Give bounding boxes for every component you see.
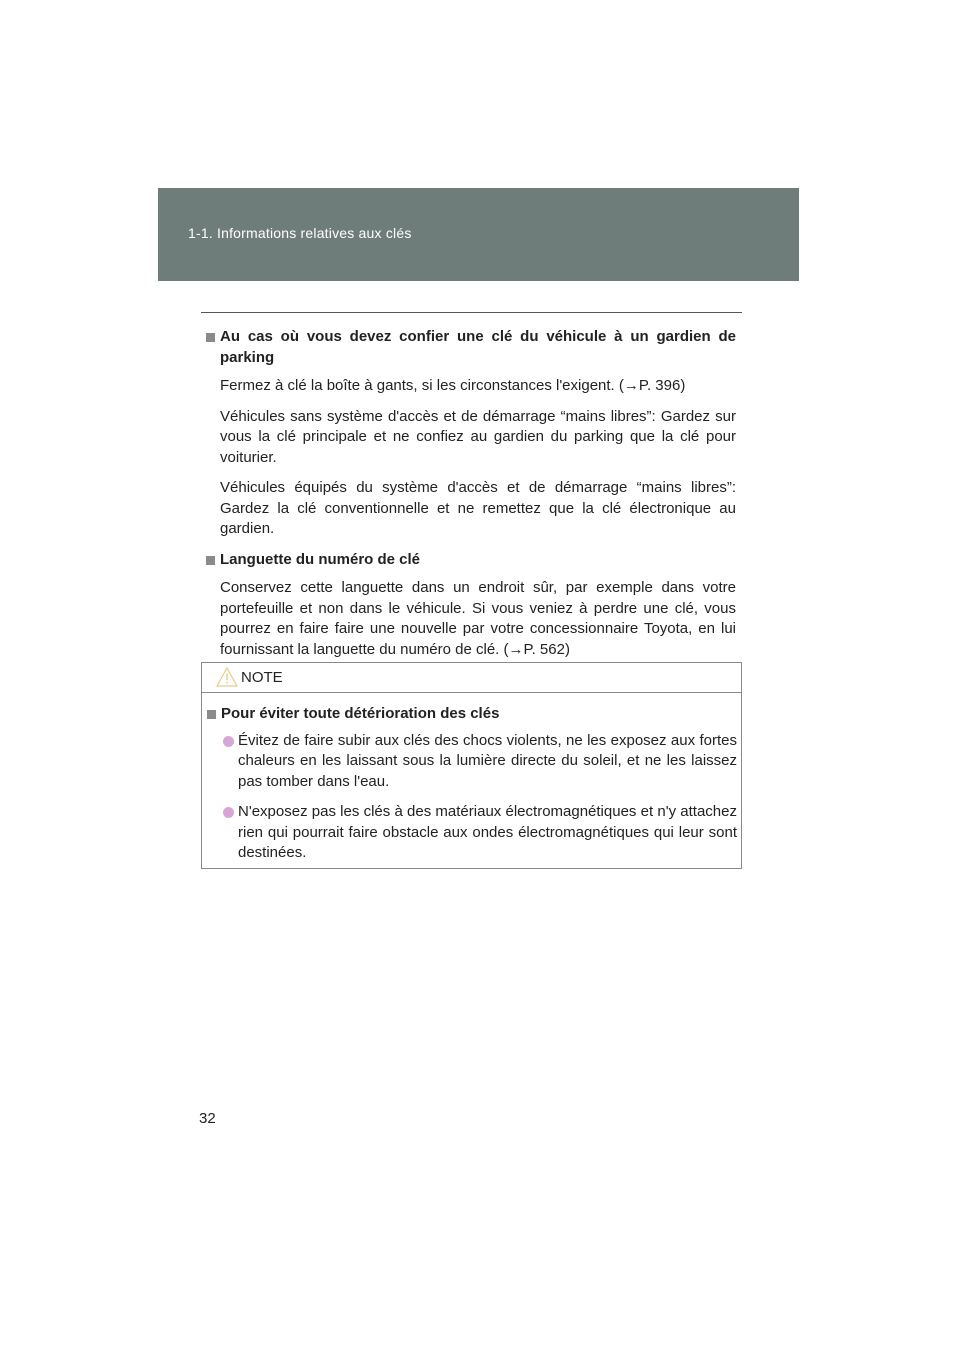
section-valet: [206, 327, 736, 540]
note-bullet: [223, 802, 737, 864]
paragraph: Conservez cette languette dans un endroit sûr, par exemple dans votre portefeuille et non dans le véhicule. Si vous veniez à perdre une clé, vous pourrez en faire faire une nouvelle par votre concessionnaire Toyota, en lui fournissant la languette du numéro de clé. (→P. 562): [220, 579, 736, 658]
section-heading: [206, 327, 736, 368]
note-label: NOTE: [241, 669, 283, 686]
square-bullet-icon: [207, 710, 216, 719]
square-bullet-icon: [206, 556, 215, 565]
square-bullet-icon: [206, 333, 215, 342]
bullet-text: N'exposez pas les clés à des matériaux électromagnétiques et n'y attachez rien qui pourrait faire obstacle aux ondes électromagnétiques qui leur sont destinées.: [238, 803, 737, 861]
section-heading: [206, 550, 736, 571]
header-rule: [201, 312, 742, 313]
paragraph: Fermez à clé la boîte à gants, si les circonstances l'exigent. (→P. 396): [220, 377, 686, 394]
note-box: [201, 662, 742, 869]
note-body: [207, 704, 737, 864]
note-title: Pour éviter toute détérioration des clés: [221, 705, 500, 722]
section-title: Au cas où vous devez confier une clé du véhicule à un gardien de parking: [220, 328, 736, 366]
paragraph: Véhicules équipés du système d'accès et de démarrage “mains libres”: Gardez la clé conventionnelle et ne remettez que la clé électronique au gardien.: [220, 479, 736, 537]
page-number: 32: [199, 1110, 216, 1127]
bullet-text: Évitez de faire subir aux clés des chocs violents, ne les exposez aux fortes chaleurs en les laissant sous la lumière directe du soleil, et ne les laissez pas tomber dans l'eau.: [238, 731, 737, 790]
section-key-number-tag: [206, 550, 736, 661]
paragraph: Véhicules sans système d'accès et de démarrage “mains libres”: Gardez sur vous la clé principale et ne confiez au gardien du parking que la clé pour voiturier.: [220, 407, 736, 466]
main-content: [206, 327, 736, 660]
chapter-header-band: [158, 188, 799, 281]
chapter-title: 1-1. Informations relatives aux clés: [188, 225, 412, 241]
warning-triangle-icon: [216, 667, 238, 687]
note-heading: [207, 704, 737, 725]
note-bullet: [223, 731, 737, 793]
circle-bullet-icon: [223, 736, 234, 747]
note-header: [202, 663, 741, 693]
circle-bullet-icon: [223, 807, 234, 818]
section-title: Languette du numéro de clé: [220, 550, 421, 568]
